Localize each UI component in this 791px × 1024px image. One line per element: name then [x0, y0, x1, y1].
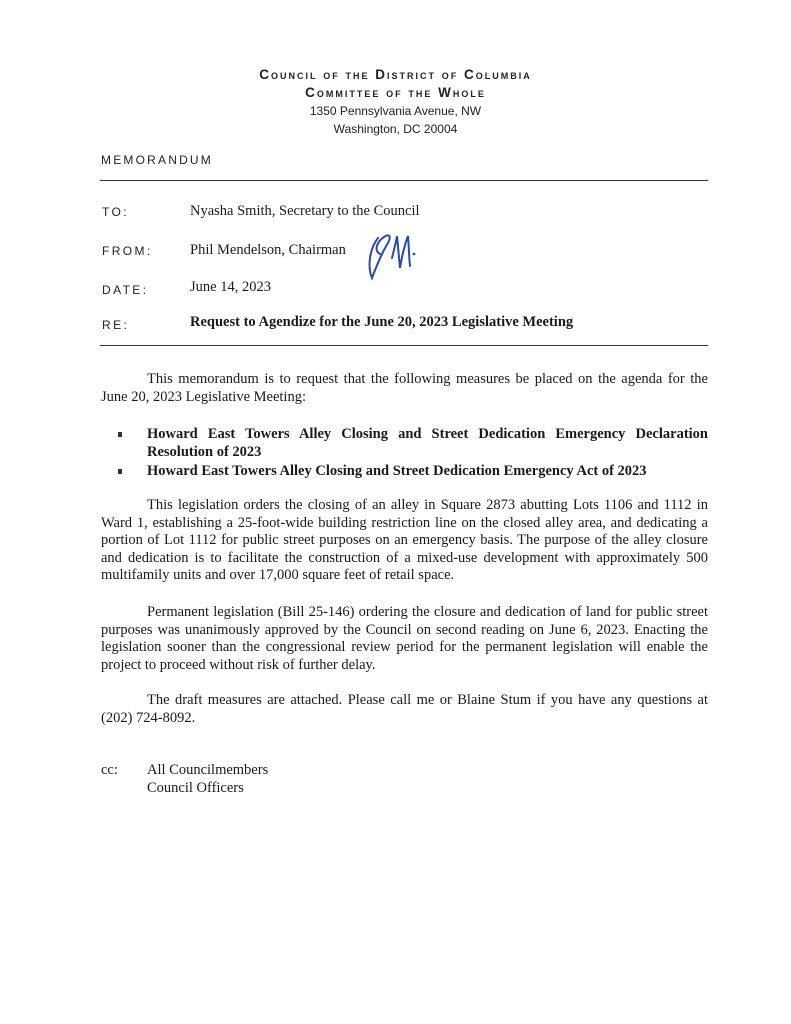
intro-paragraph: This memorandum is to request that the following measures be placed on the agenda for the June 20, 2023 Legislative Meeting: [101, 371, 708, 405]
legislation-paragraph: This legislation orders the closing of an alley in Square 2873 abutting Lots 1106 and 1112 in Ward 1, establishing a 25-foot-wide building restriction line on the closed alley area, and dedicating a portion of Lot 1112 for public street purposes on an emergency basis. The purpose of the alley closure and dedication is to facilitate the construction of a mixed-use development with approximately 500 multifamily units and over 17,000 square feet of retail space. [101, 497, 708, 583]
cc-recipient: Council Officers [147, 779, 244, 796]
to-value: Nyasha Smith, Secretary to the Council [190, 203, 420, 219]
signature-stroke-p [370, 235, 390, 278]
top-divider [100, 180, 708, 181]
bullet-icon [118, 469, 122, 474]
signature-stroke-m [392, 236, 410, 268]
memorandum-label: MEMORANDUM [101, 153, 213, 167]
address-street: 1350 Pennsylvania Avenue, NW [309, 104, 482, 118]
measure-item [118, 463, 708, 481]
from-label: FROM: [102, 244, 153, 258]
cc-recipients [147, 762, 268, 797]
committee-name: Committee of the Whole [305, 85, 486, 100]
cc-recipient: All Councilmembers [147, 762, 269, 778]
measures-list [118, 426, 708, 481]
bottom-divider [100, 345, 708, 346]
measure-title: Howard East Towers Alley Closing and Street Dedication Emergency Declaration Resolution of 2023 [147, 426, 708, 460]
letterhead [0, 66, 791, 138]
date-value: June 14, 2023 [190, 279, 271, 295]
from-value: Phil Mendelson, Chairman [190, 242, 346, 258]
measure-title: Howard East Towers Alley Closing and Street Dedication Emergency Act of 2023 [147, 463, 647, 479]
org-name: Council of the District of Columbia [259, 67, 532, 82]
signature-initials [364, 228, 418, 284]
contact-paragraph: The draft measures are attached. Please call me or Blaine Stum if you have any questions at (202) 724-8092. [101, 692, 708, 726]
address-city: Washington, DC 20004 [333, 122, 458, 136]
re-value: Request to Agendize for the June 20, 2023 Legislative Meeting [190, 314, 574, 330]
re-label: RE: [102, 318, 130, 332]
signature-dot [413, 253, 416, 256]
date-label: DATE: [102, 283, 149, 297]
to-label: TO: [102, 205, 129, 219]
cc-label: cc: [101, 762, 118, 778]
permanent-legislation-paragraph: Permanent legislation (Bill 25-146) ordering the closure and dedication of land for public street purposes was unanimously approved by the Council on second reading on June 6, 2023. Enacting the legislation sooner than the congressional review period for the permanent legislation will enable the project to proceed without risk of further delay. [101, 604, 708, 673]
measure-item [118, 426, 708, 461]
bullet-icon [118, 432, 122, 437]
